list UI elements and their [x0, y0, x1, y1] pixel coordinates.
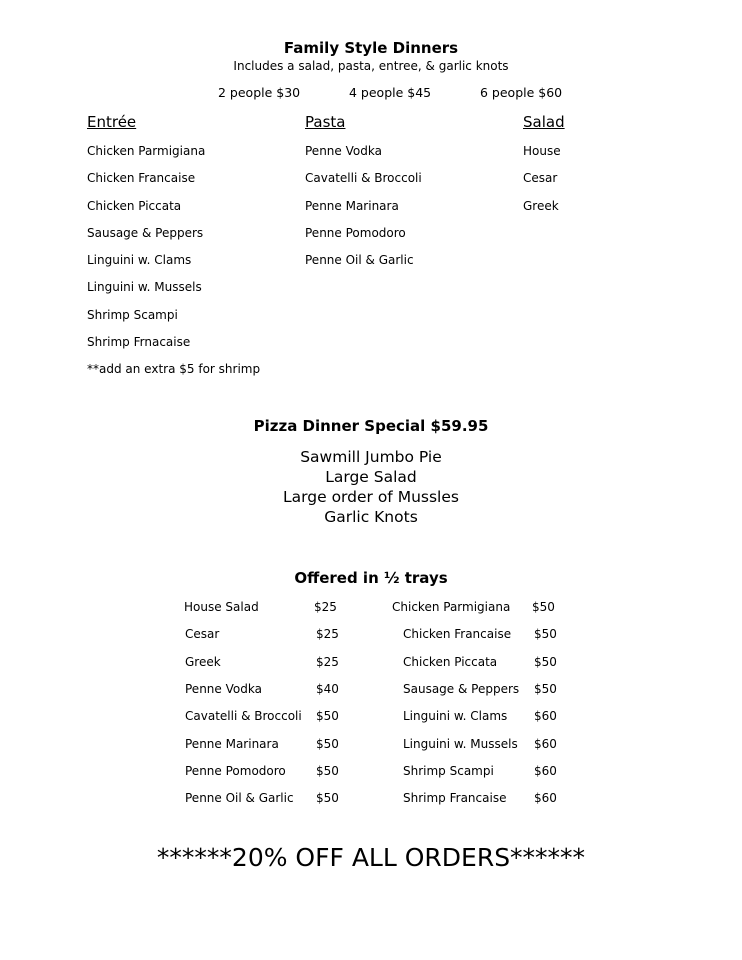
tray-item-price: $60: [534, 709, 557, 724]
pizza-special-list: [0, 448, 742, 528]
entree-item: Chicken Piccata: [87, 198, 182, 213]
tray-item-price: $50: [532, 600, 555, 614]
tray-item-name: House Salad: [184, 600, 259, 614]
tray-item-name: Sausage & Peppers: [403, 681, 520, 696]
entree-item: Shrimp Frnacaise: [87, 335, 191, 350]
tray-item-name: Shrimp Scampi: [403, 763, 494, 778]
pasta-heading: Pasta: [305, 113, 346, 131]
salad-item: House: [523, 144, 561, 158]
price-option-2-people: 2 people $30: [218, 85, 301, 100]
tray-item-name: Linguini w. Mussels: [403, 736, 518, 751]
salad-item: Greek: [523, 198, 559, 213]
entree-item: Linguini w. Mussels: [87, 280, 202, 295]
tray-item-price: $25: [316, 627, 339, 642]
half-trays-title: Offered in ½ trays: [294, 569, 448, 587]
tray-item-name: Chicken Francaise: [403, 627, 512, 642]
entree-item: Linguini w. Clams: [87, 253, 192, 268]
entree-item: Chicken Parmigiana: [87, 144, 206, 158]
family-style-title: Family Style Dinners: [283, 39, 459, 57]
tray-item-name: Cesar: [185, 627, 220, 642]
pizza-special-item: Garlic Knots: [324, 508, 418, 526]
tray-item-name: Linguini w. Clams: [403, 709, 508, 724]
tray-item-price: $50: [316, 709, 339, 724]
tray-item-price: $50: [534, 681, 557, 696]
entree-item: Chicken Francaise: [87, 171, 196, 186]
entree-item: Sausage & Peppers: [87, 225, 204, 240]
tray-item-price: $50: [316, 791, 339, 806]
price-option-4-people: 4 people $45: [349, 85, 432, 100]
discount-banner: ******20% OFF ALL ORDERS******: [156, 843, 586, 872]
tray-item-price: $25: [316, 654, 339, 669]
family-style-subtitle: Includes a salad, pasta, entree, & garlic knots: [233, 59, 509, 73]
tray-item-price: $60: [534, 791, 557, 806]
tray-item-name: Chicken Piccata: [403, 654, 498, 669]
tray-item-name: Greek: [185, 654, 221, 669]
tray-item-price: $50: [534, 627, 557, 642]
pizza-special-item: Large Salad: [325, 468, 417, 486]
tray-item-name: Shrimp Francaise: [403, 791, 507, 806]
pasta-item: Cavatelli & Broccoli: [305, 171, 422, 186]
pizza-special-item: Sawmill Jumbo Pie: [300, 448, 442, 466]
tray-item-name: Chicken Parmigiana: [392, 600, 511, 614]
pasta-item: Penne Vodka: [305, 144, 382, 158]
pasta-item: Penne Pomodoro: [305, 225, 406, 240]
tray-item-price: $50: [534, 654, 557, 669]
entree-heading: Entrée: [87, 113, 137, 131]
salad-heading: Salad: [523, 113, 565, 131]
tray-item-name: Penne Vodka: [185, 681, 262, 696]
entree-item: Shrimp Scampi: [87, 307, 178, 322]
pasta-item: Penne Marinara: [305, 198, 399, 213]
shrimp-surcharge-note: **add an extra $5 for shrimp: [87, 362, 261, 376]
price-option-6-people: 6 people $60: [480, 85, 563, 100]
salad-list: [523, 144, 561, 226]
tray-item-name: Penne Pomodoro: [185, 763, 286, 778]
tray-item-name: Penne Marinara: [185, 736, 279, 751]
tray-item-name: Cavatelli & Broccoli: [185, 709, 302, 724]
salad-item: Cesar: [523, 171, 558, 186]
pizza-special-title: Pizza Dinner Special $59.95: [253, 417, 489, 435]
tray-item-price: $50: [316, 736, 339, 751]
pizza-special-item: Large order of Mussles: [283, 488, 459, 506]
tray-item-price: $60: [534, 736, 557, 751]
entree-list: [87, 144, 205, 362]
tray-item-price: $50: [316, 763, 339, 778]
tray-item-price: $60: [534, 763, 557, 778]
tray-item-price: $25: [314, 600, 337, 614]
tray-item-price: $40: [316, 681, 339, 696]
tray-item-name: Penne Oil & Garlic: [185, 791, 294, 806]
pasta-item: Penne Oil & Garlic: [305, 253, 414, 268]
pasta-list: [305, 144, 422, 280]
